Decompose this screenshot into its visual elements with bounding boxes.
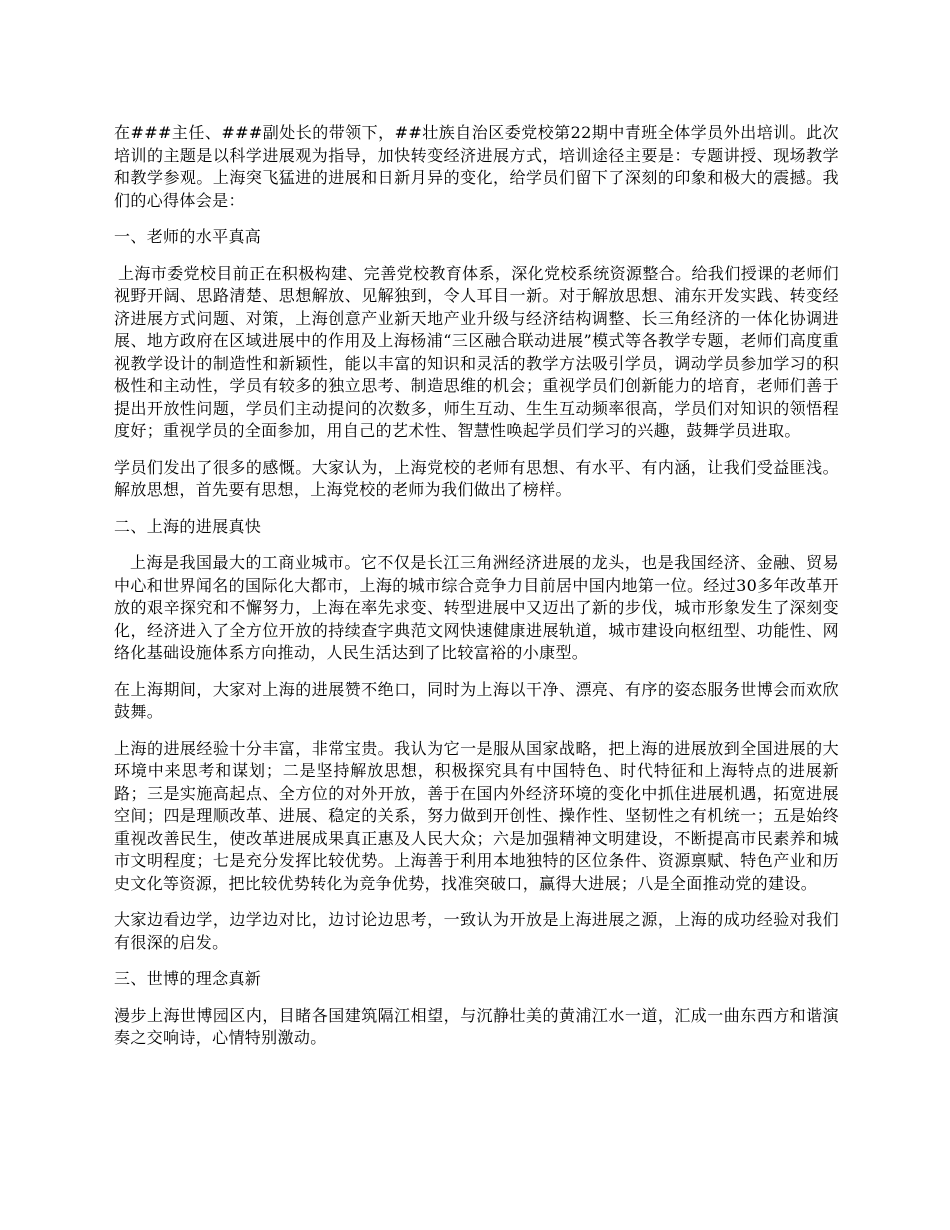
section-heading-3: 三、世博的理念真新 bbox=[114, 969, 262, 988]
section-heading-1: 一、老师的水平真高 bbox=[114, 227, 262, 246]
paragraph-learning-summary: 大家边看边学，边学边对比，边讨论边思考，一致认为开放是上海进展之源，上海的成功经验对我们有很深的启发。 bbox=[114, 910, 839, 952]
paragraph-expo: 漫步上海世博园区内，目睹各国建筑隔江相望，与沉静壮美的黄浦江水一道，汇成一曲东西方和谐演奏之交响诗，心情特别激动。 bbox=[114, 1005, 839, 1047]
paragraph-shanghai-city: 上海是我国最大的工商业城市。它不仅是长江三角洲经济进展的龙头，也是我国经济、金融、贸易中心和世界闻名的国际化大都市，上海的城市综合竞争力目前居中国内地第一位。经过30多年改革开放的艰辛探究和不懈努力，上海在率先求变、转型进展中又迈出了新的步伐，城市形象发生了深刻变化，经济进入了全方位开放的持续查字典范文网快速健康进展轨道，城市建设向枢纽型、功能性、网络化基础设施体系方向推动，人民生活达到了比较富裕的小康型。 bbox=[114, 553, 839, 662]
paragraph-teachers: 上海市委党校目前正在积极构建、完善党校教育体系，深化党校系统资源整合。给我们授课的老师们视野开阔、思路清楚、思想解放、见解独到，令人耳目一新。对于解放思想、浦东开发实践、转变经济进展方式问题、对策，上海创意产业新天地产业升级与经济结构调整、长三角经济的一体化协调进展、地方政府在区域进展中的作用及上海杨浦“三区融合联动进展”模式等各教学专题，老师们高度重视教学设计的制造性和新颖性，能以丰富的知识和灵活的教学方法吸引学员，调动学员参加学习的积极性和主动性，学员有较多的独立思考、制造思维的机会；重视学员们创新能力的培育，老师们善于提出开放性问题，学员们主动提问的次数多，师生互动、生生互动频率很高，学员们对知识的领悟程度好；重视学员的全面参加，用自己的艺术性、智慧性唤起学员们学习的兴趣，鼓舞学员进取。 bbox=[114, 263, 839, 440]
paragraph-intro: 在###主任、###副处长的带领下，##壮族自治区委党校第22期中青班全体学员外出培训。此次培训的主题是以科学进展观为指导，加快转变经济进展方式，培训途径主要是：专题讲授、现场教学和教学参观。上海突飞猛进的进展和日新月异的变化，给学员们留下了深刻的印象和极大的震撼。我们的心得体会是： bbox=[114, 123, 839, 210]
document-body bbox=[114, 122, 839, 1064]
paragraph-shanghai-experience: 上海的进展经验十分丰富，非常宝贵。我认为它一是服从国家战略，把上海的进展放到全国进展的大环境中来思考和谋划；二是坚持解放思想，积极探究具有中国特色、时代特征和上海特点的进展新路；三是实施高起点、全方位的对外开放，善于在国内外经济环境的变化中抓住进展机遇，拓宽进展空间；四是理顺改革、进展、稳定的关系，努力做到开创性、操作性、坚韧性之有机统一；五是始终重视改善民生，使改革进展成果真正惠及人民大众；六是加强精神文明建设，不断提高市民素养和城市文明程度；七是充分发挥比较优势。上海善于利用本地独特的区位条件、资源禀赋、特色产业和历史文化等资源，把比较优势转化为竞争优势，找准突破口，赢得大进展；八是全面推动党的建设。 bbox=[114, 738, 839, 893]
paragraph-students-feedback: 学员们发出了很多的感慨。大家认为，上海党校的老师有思想、有水平、有内涵，让我们受益匪浅。解放思想，首先要有思想，上海党校的老师为我们做出了榜样。 bbox=[114, 457, 839, 499]
section-heading-2: 二、上海的进展真快 bbox=[114, 516, 262, 536]
paragraph-shanghai-praise: 在上海期间，大家对上海的进展赞不绝口，同时为上海以干净、漂亮、有序的姿态服务世博会而欢欣鼓舞。 bbox=[114, 679, 839, 721]
